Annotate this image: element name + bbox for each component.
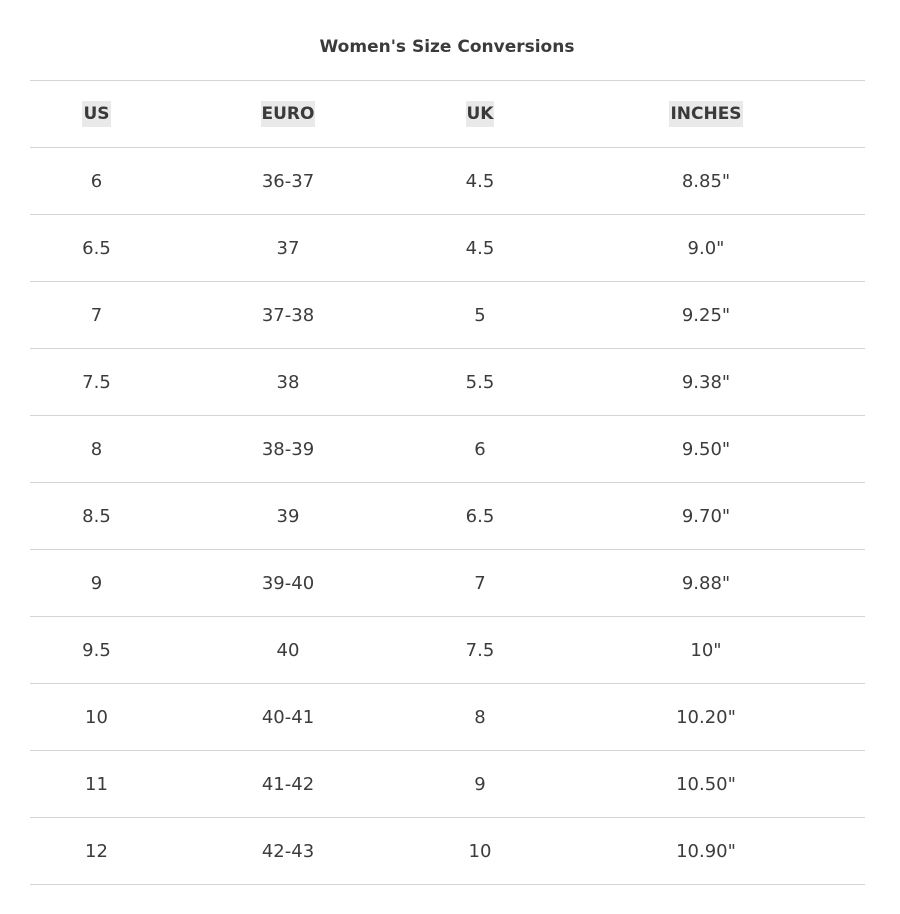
cell-uk: 6.5 [413,483,547,550]
table-row [30,550,865,617]
cell-inches: 8.85" [547,148,865,215]
cell-us: 9.5 [30,617,163,684]
table-row [30,148,865,215]
cell-us: 11 [30,751,163,818]
cell-uk: 6 [413,416,547,483]
cell-inches: 9.88" [547,550,865,617]
table-row [30,751,865,818]
table-header-row [30,81,865,148]
cell-us: 12 [30,818,163,885]
cell-uk: 9 [413,751,547,818]
cell-uk: 8 [413,684,547,751]
cell-inches: 10.20" [547,684,865,751]
cell-us: 10 [30,684,163,751]
cell-euro: 37 [163,215,413,282]
cell-us: 8 [30,416,163,483]
page-title: Women's Size Conversions [319,37,575,57]
cell-euro: 38-39 [163,416,413,483]
column-header-inches: INCHES [547,81,865,148]
cell-uk: 10 [413,818,547,885]
cell-euro: 39-40 [163,550,413,617]
cell-us: 6.5 [30,215,163,282]
table-row [30,349,865,416]
cell-inches: 9.70" [547,483,865,550]
cell-uk: 4.5 [413,215,547,282]
cell-euro: 42-43 [163,818,413,885]
size-conversion-table [30,80,865,885]
cell-inches: 9.25" [547,282,865,349]
cell-uk: 7.5 [413,617,547,684]
cell-inches: 9.0" [547,215,865,282]
cell-euro: 40 [163,617,413,684]
cell-uk: 5.5 [413,349,547,416]
cell-euro: 37-38 [163,282,413,349]
table-row [30,617,865,684]
cell-uk: 7 [413,550,547,617]
cell-us: 7.5 [30,349,163,416]
cell-us: 9 [30,550,163,617]
cell-us: 8.5 [30,483,163,550]
column-header-uk: UK [413,81,547,148]
table-row [30,818,865,885]
column-header-euro: EURO [163,81,413,148]
table-row [30,684,865,751]
cell-uk: 5 [413,282,547,349]
cell-inches: 10" [547,617,865,684]
column-header-us: US [30,81,163,148]
table-row [30,483,865,550]
cell-inches: 9.50" [547,416,865,483]
cell-us: 6 [30,148,163,215]
cell-uk: 4.5 [413,148,547,215]
cell-euro: 36-37 [163,148,413,215]
cell-euro: 39 [163,483,413,550]
table-row [30,282,865,349]
cell-euro: 41-42 [163,751,413,818]
table-row [30,416,865,483]
cell-euro: 40-41 [163,684,413,751]
cell-inches: 10.50" [547,751,865,818]
cell-euro: 38 [163,349,413,416]
table-row [30,215,865,282]
cell-inches: 9.38" [547,349,865,416]
cell-inches: 10.90" [547,818,865,885]
cell-us: 7 [30,282,163,349]
